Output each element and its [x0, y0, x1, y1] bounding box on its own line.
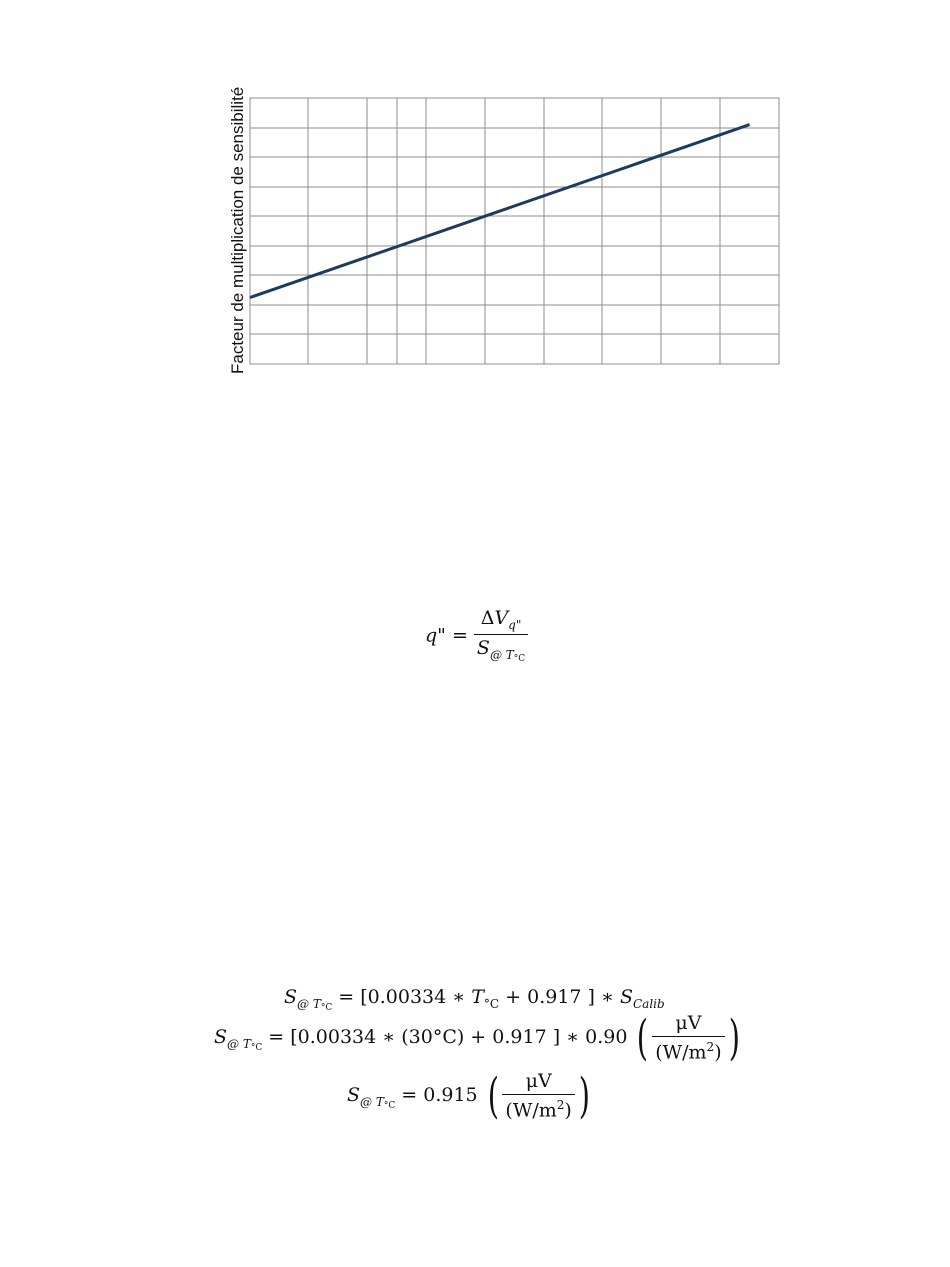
- temperature-subscript: °C: [483, 997, 500, 1011]
- unit-close: ): [714, 1041, 722, 1064]
- formula-text: = [0.00334 ∗ (30°C) + 0.917 ] ∗ 0.90: [262, 1026, 634, 1049]
- result-text: = 0.915: [395, 1084, 484, 1107]
- left-paren: (: [487, 1068, 499, 1125]
- sensitivity-symbol: S: [284, 986, 298, 1008]
- unit-numerator: μV: [652, 1014, 724, 1037]
- sensitivity-subscript: @ T: [297, 997, 321, 1011]
- sensitivity-chart: [0, 0, 950, 420]
- equation-sensitivity-substituted: [214, 1010, 743, 1067]
- equals-sign: =: [451, 624, 468, 647]
- sensitivity-subscript: @ T: [360, 1095, 384, 1110]
- unit-numerator: μV: [502, 1072, 574, 1095]
- celsius-subscript: °C: [383, 1101, 396, 1112]
- unit-denominator: [652, 1037, 724, 1062]
- celsius-subscript: °C: [513, 654, 526, 664]
- sensitivity-symbol: S: [347, 1084, 361, 1107]
- unit-close: ): [564, 1099, 572, 1122]
- calib-subscript: Calib: [632, 997, 665, 1011]
- unit-denominator-text: (W/m: [505, 1099, 557, 1122]
- sensitivity-subscript: @ T: [227, 1037, 251, 1052]
- sensitivity-symbol: S: [476, 637, 490, 659]
- right-paren: ): [728, 1010, 740, 1067]
- sensitivity-symbol: S: [214, 1026, 228, 1049]
- sensitivity-subscript: @ T: [489, 648, 514, 662]
- fraction-denominator: [474, 635, 528, 664]
- unit-fraction: [652, 1014, 724, 1062]
- celsius-subscript: °C: [320, 1003, 333, 1013]
- formula-text: = [0.00334 ∗: [332, 986, 472, 1008]
- heat-flux-symbol: q": [425, 624, 446, 647]
- voltage-subscript: q": [508, 618, 522, 632]
- formula-text: + 0.917 ] ∗: [499, 986, 620, 1008]
- left-paren: (: [637, 1010, 649, 1067]
- y-axis-label: Facteur de multiplication de sensibilité: [228, 86, 247, 374]
- delta-symbol: Δ: [480, 607, 495, 629]
- voltage-symbol: V: [494, 607, 509, 629]
- unit-denominator-text: (W/m: [655, 1041, 707, 1064]
- right-paren: ): [578, 1068, 590, 1125]
- equation-sensitivity-result: [347, 1068, 594, 1125]
- temperature-symbol: T: [471, 986, 484, 1008]
- plot-area: [250, 98, 779, 364]
- chart-grid: [250, 98, 779, 364]
- heat-flux-fraction: [474, 609, 528, 664]
- equation-sensitivity-formula: [284, 988, 665, 1013]
- fraction-numerator: [474, 609, 528, 635]
- exponent: 2: [556, 1098, 565, 1112]
- celsius-subscript: °C: [250, 1043, 263, 1054]
- equation-heat-flux: [425, 609, 528, 664]
- exponent: 2: [706, 1040, 715, 1054]
- unit-fraction: [502, 1072, 574, 1120]
- calib-sensitivity-symbol: S: [619, 986, 633, 1008]
- unit-denominator: [502, 1095, 574, 1120]
